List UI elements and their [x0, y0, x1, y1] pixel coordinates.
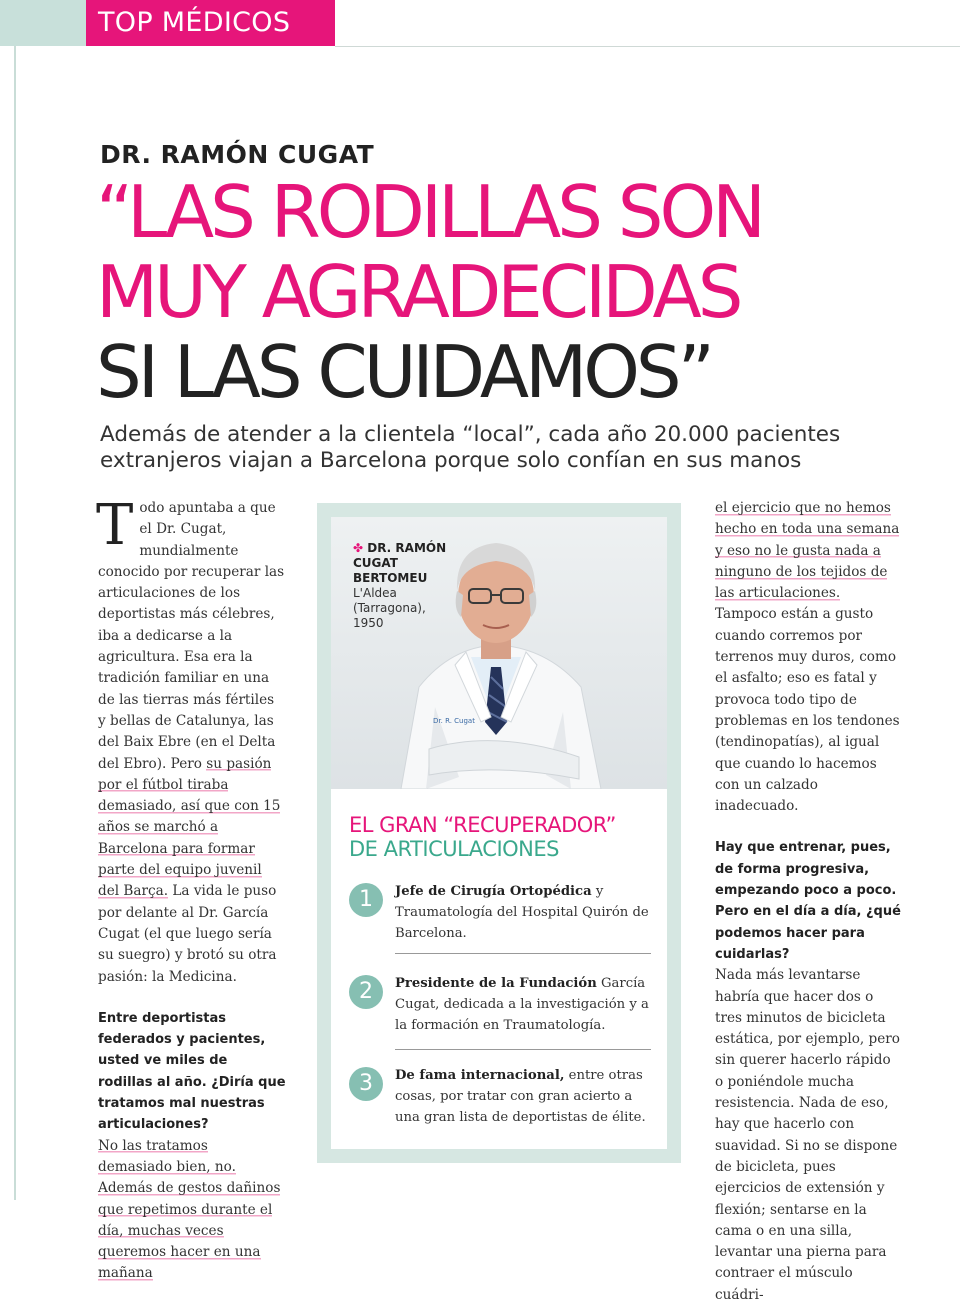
kicker-name: DR. RAMÓN CUGAT: [100, 140, 375, 169]
headline: [96, 172, 956, 412]
top-band-white: [335, 0, 960, 47]
list-item-bold: Presidente de la Fundación: [395, 976, 597, 991]
column-right: [715, 498, 901, 1306]
caption-name-3: BERTOMEU: [353, 571, 428, 585]
page-edge-rule: [14, 46, 16, 1200]
answer-1: [98, 1136, 286, 1285]
standfirst: [100, 422, 950, 474]
divider: [395, 953, 651, 954]
photo-caption: [353, 541, 473, 631]
column-left: [96, 493, 286, 1285]
list-item-text: [395, 973, 651, 1036]
question-2: Hay que entrenar, pues, de forma progresiva, empezando poco a poco. Pero en el día a día, ¿qué podemos hacer para cuidarlas?: [715, 840, 901, 962]
caption-place-1: L'Aldea: [353, 586, 397, 600]
doctor-photo: [331, 517, 667, 789]
intro-text-a: odo apuntaba a que el Dr. Cugat, mundialmente conocido por recuperar las articulaciones de los deportistas más célebres, iba a dedicarse a la agricultura. Esa era la tradición familiar en una de las tierras más fértiles y bellas de Catalunya, las del Baix Ebre (en el Delta del Ebro). Pero: [98, 500, 285, 772]
section-tag: TOP MÉDICOS: [86, 0, 335, 46]
continued-text: Tampoco están a gusto cuando corremos por terrenos muy duros, como el asfalto; eso es fatal y provoca todo tipo de problemas en los tendones (tendinopatías), al igual que cuando lo hacemos con un calzado inadecuado.: [715, 606, 900, 815]
box-title-line-1: EL GRAN “RECUPERADOR”: [349, 813, 616, 837]
list-item-bold: Jefe de Cirugía Ortopédica: [395, 884, 592, 899]
question-1: Entre deportistas federados y pacientes, usted ve miles de rodillas al año. ¿Diría que tratamos mal nuestras articulaciones?: [98, 1010, 286, 1133]
headline-line-3: SI LAS CUIDAMOS”: [96, 330, 711, 414]
headline-line-1: “LAS RODILLAS SON: [96, 170, 763, 254]
list-item-text: [395, 881, 651, 944]
coat-embroidery: Dr. R. Cugat: [433, 717, 475, 725]
list-item-text: [395, 1065, 651, 1128]
divider: [395, 1049, 651, 1050]
caption-place-2: (Tarragona),: [353, 601, 426, 615]
list-item-rest: y Traumatología del Hospital Quirón de Barcelona.: [395, 884, 649, 941]
box-title: [349, 813, 659, 861]
number-badge: 2: [349, 975, 383, 1009]
number-badge: 1: [349, 883, 383, 917]
caption-year: 1950: [353, 616, 384, 630]
intro-text-b: La vida le puso por delante al Dr. García Cugat (el que luego sería su suegro) y brotó su otra pasión: la Medicina.: [98, 883, 277, 985]
caption-name-2: CUGAT: [353, 556, 398, 570]
list-item-bold: De fama internacional,: [395, 1068, 565, 1083]
profile-box: [317, 503, 681, 1163]
headline-line-2: MUY AGRADECIDAS: [96, 250, 740, 334]
continued-paragraph: [715, 498, 901, 817]
drop-cap: T: [96, 493, 134, 558]
caption-name-1: DR. RAMÓN: [367, 541, 447, 555]
profile-box-inner: [331, 517, 667, 1149]
list-item-rest: García Cugat, dedicada a la investigación y a la formación en Traumatología.: [395, 976, 649, 1033]
box-title-line-2: DE ARTICULACIONES: [349, 837, 559, 861]
intro-text-highlight: su pasión por el fútbol tiraba demasiado, así que con 15 años se marchó a Barcelona para formar parte del equipo juvenil del Barça.: [98, 755, 281, 900]
intro-paragraph: [96, 493, 286, 988]
caption-name-line-1: [353, 541, 473, 556]
list-item-rest: entre otras cosas, por tratar con gran acierto a una gran lista de deportistas de élite.: [395, 1068, 646, 1125]
answer-1-highlight: No las tratamos demasiado bien, no. Además de gestos dañinos que repetimos durante el día, muchas veces queremos hacer en una mañana: [98, 1137, 281, 1282]
flower-icon: ✤: [353, 541, 364, 555]
number-badge: 3: [349, 1067, 383, 1101]
continued-highlight: el ejercicio que no hemos hecho en toda una semana y eso no le gusta nada a ninguno de los tejidos de las articulaciones.: [715, 500, 900, 602]
standfirst-line-2: extranjeros viajan a Barcelona porque solo confían en sus manos: [100, 448, 802, 473]
standfirst-line-1: Además de atender a la clientela “local”, cada año 20.000 pacientes: [100, 422, 841, 447]
answer-2: Nada más levantarse habría que hacer dos o tres minutos de bicicleta estática, por ejemplo, pero sin querer hacerlo rápido o poniéndole mucha resistencia. Nada de eso, hay que hacerlo con suavidad. Si no se dispone de bicicleta, pues ejercicios de extensión y flexión; sentarse en la cama o en una silla, levantar una pierna para contraer el músculo cuádri-: [715, 967, 900, 1303]
